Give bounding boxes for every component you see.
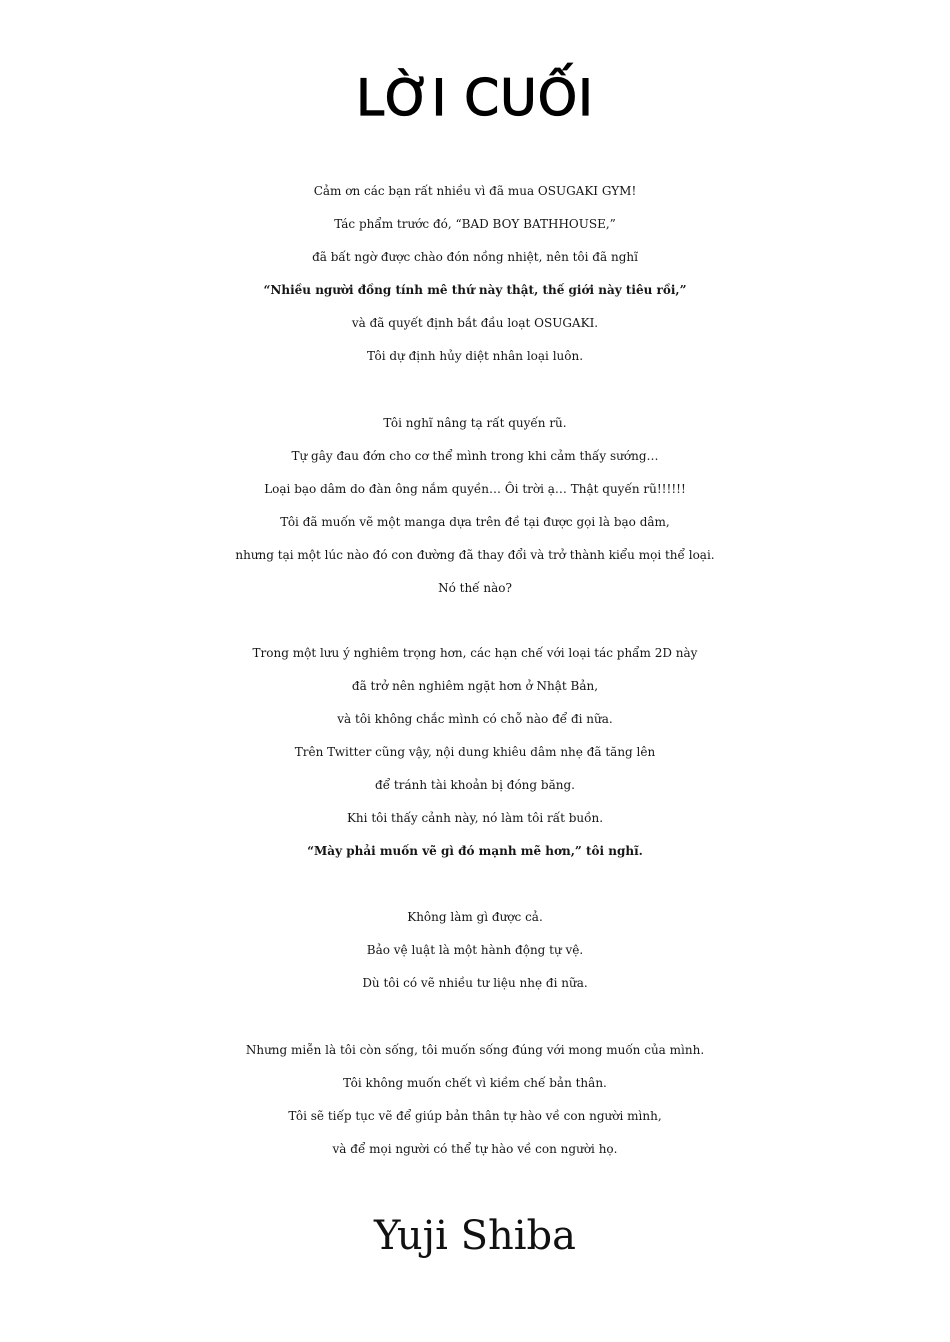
text-line: Nhưng miễn là tôi còn sống, tôi muốn sống đúng với mong muốn của mình. [245, 1043, 705, 1057]
emphasized-line: “Nhiều người đồng tính mê thứ này thật, thế giới này tiêu rồi,” [263, 283, 687, 297]
text-line: Bảo vệ luật là một hành động tự vệ. [366, 943, 584, 957]
text-line: Tôi không muốn chết vì kiềm chế bản thân. [343, 1076, 607, 1090]
text-line: nhưng tại một lúc nào đó con đường đã thay đổi và trở thành kiểu mọi thể loại. [235, 548, 715, 562]
text-line: đã bất ngờ được chào đón nồng nhiệt, nên tôi đã nghĩ [312, 250, 638, 264]
emphasized-line: “Mày phải muốn vẽ gì đó mạnh mẽ hơn,” tôi nghĩ. [307, 844, 643, 858]
text-line: và tôi không chắc mình có chỗ nào để đi nữa. [337, 712, 613, 726]
paragraph-1 [0, 175, 950, 373]
paragraph-2 [0, 407, 950, 605]
text-line: Loại bạo dâm do đàn ông nắm quyền… Ôi trời ạ… Thật quyến rũ!!!!!! [264, 482, 686, 496]
page-title: LỜI CUỐI [356, 69, 594, 127]
paragraph-5 [0, 1034, 950, 1166]
author-signature: Yuji Shiba [373, 1213, 576, 1259]
text-line: và đã quyết định bắt đầu loạt OSUGAKI. [351, 316, 599, 330]
paragraph-3 [0, 637, 950, 868]
text-line: đã trở nên nghiêm ngặt hơn ở Nhật Bản, [351, 679, 599, 693]
text-line: Dù tôi có vẽ nhiều tư liệu nhẹ đi nữa. [362, 976, 588, 990]
text-line: Khi tôi thấy cảnh này, nó làm tôi rất buồn. [346, 811, 604, 825]
text-line: Tôi đã muốn vẽ một manga dựa trên đề tại được gọi là bạo dâm, [280, 515, 670, 529]
text-line: Tôi dự định hủy diệt nhân loại luôn. [366, 349, 584, 363]
text-line: Tác phẩm trước đó, “BAD BOY BATHHOUSE,” [334, 217, 616, 231]
text-line: Tôi nghĩ nâng tạ rất quyến rũ. [383, 416, 567, 430]
text-line: Nó thế nào? [438, 581, 512, 595]
text-line: Trên Twitter cũng vậy, nội dung khiêu dâm nhẹ đã tăng lên [294, 745, 656, 759]
text-line: Tự gây đau đớn cho cơ thể mình trong khi cảm thấy sướng… [291, 449, 659, 463]
text-line: và để mọi người có thể tự hào về con người họ. [332, 1142, 618, 1156]
text-line: Cảm ơn các bạn rất nhiều vì đã mua OSUGAKI GYM! [313, 184, 637, 198]
text-line: Không làm gì được cả. [407, 910, 543, 924]
text-line: Tôi sẽ tiếp tục vẽ để giúp bản thân tự hào về con người mình, [288, 1109, 662, 1123]
text-line: để tránh tài khoản bị đóng băng. [375, 778, 575, 792]
text-line: Trong một lưu ý nghiêm trọng hơn, các hạn chế với loại tác phẩm 2D này [252, 646, 698, 660]
paragraph-4 [0, 901, 950, 1000]
